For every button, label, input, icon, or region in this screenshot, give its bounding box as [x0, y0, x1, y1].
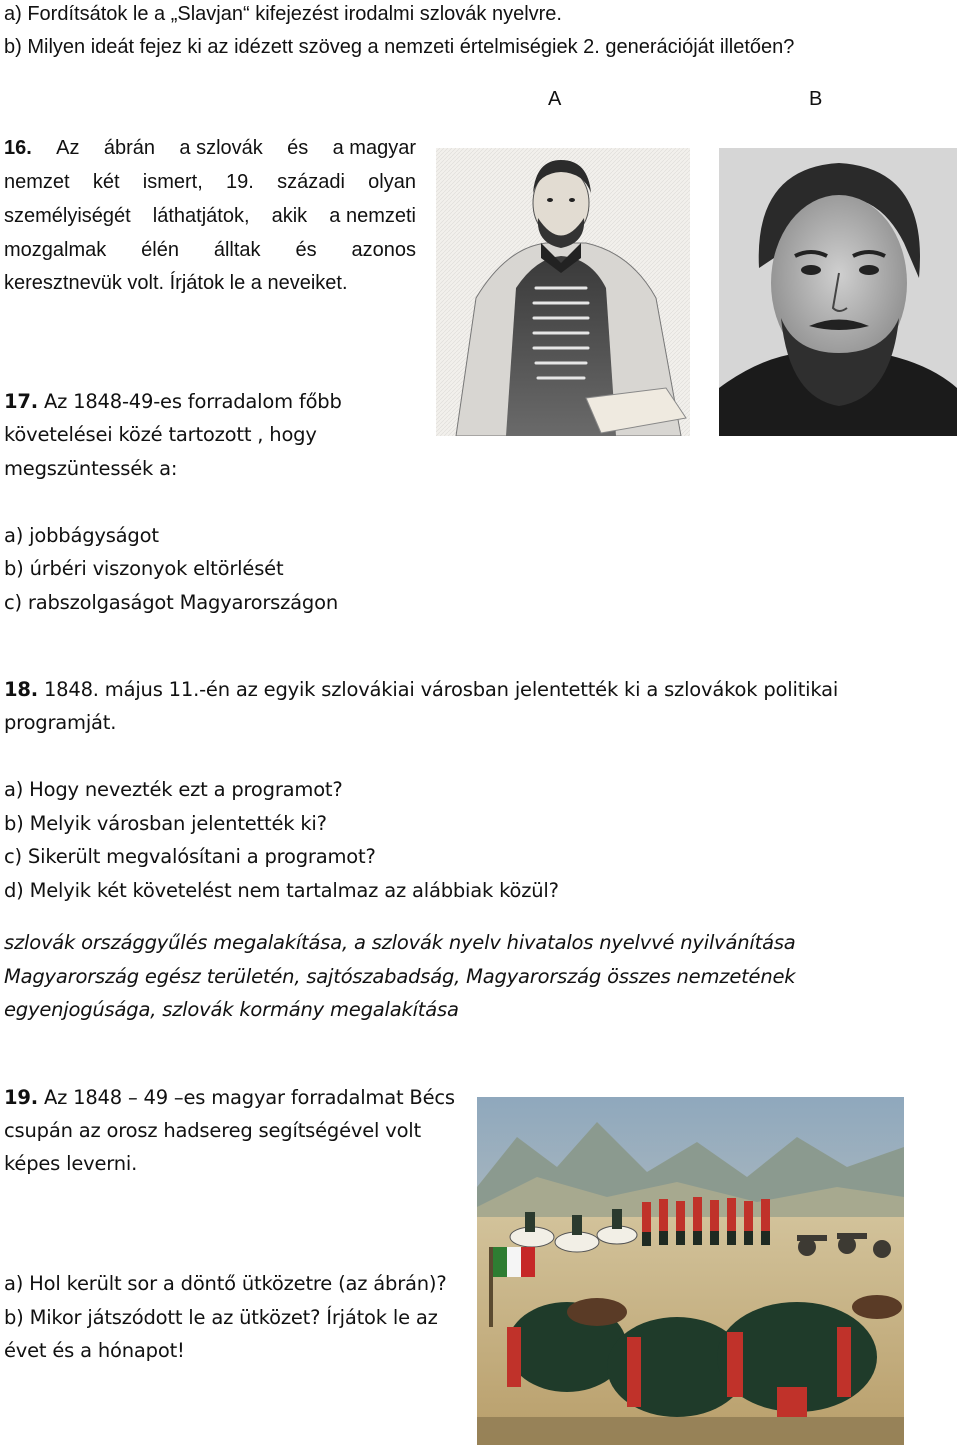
q17-line2: követelései közé tartozott , hogy — [4, 423, 317, 446]
q16-word: és — [287, 137, 309, 159]
q18-b: b) Melyik városban jelentették ki? — [4, 812, 327, 835]
portrait-b — [719, 148, 957, 436]
q15-b: b) Milyen ideát fejez ki az idézett szöveg a nemzeti értelmiségiek 2. generációját illetően? — [4, 36, 795, 58]
q16-word: századi — [277, 171, 345, 193]
q17-number: 17. — [4, 390, 38, 413]
q18-demands-line3: egyenjogúsága, szlovák kormány megalakítása — [4, 998, 459, 1021]
q16-line3 — [4, 204, 416, 228]
q18-line1 — [4, 678, 838, 702]
q19-line3: képes leverni. — [4, 1152, 138, 1175]
q19-line2: csupán az orosz hadsereg segítségével volt — [4, 1119, 421, 1142]
q16-word: személyiségét — [4, 205, 131, 227]
q16-word: ismert, — [142, 171, 203, 193]
q18-demands-line1: szlovák országgyűlés megalakítása, a szlovák nyelv hivatalos nyelvvé nyilvánítása — [4, 931, 796, 954]
q16-line5: keresztnevük volt. Írjátok le a neveiket. — [4, 272, 348, 294]
q17-option-a: a) jobbágyságot — [4, 524, 159, 547]
q16-word: élén — [141, 239, 179, 261]
q16-line2 — [4, 170, 416, 194]
q16-word: olyan — [368, 171, 416, 193]
q19-b-line1: b) Mikor játszódott le az ütközet? Írjátok le az — [4, 1306, 438, 1329]
q18-line2: programját. — [4, 711, 117, 734]
q16-word: láthatjátok, — [152, 205, 250, 227]
q17-line1 — [4, 390, 342, 414]
q18-number: 18. — [4, 678, 38, 701]
q19-line1 — [4, 1086, 455, 1110]
q16-word: és — [295, 239, 317, 261]
q17-option-c: c) rabszolgaságot Magyarországon — [4, 591, 338, 614]
q16-word: 19. — [226, 171, 254, 193]
portrait-b-image — [719, 148, 957, 436]
battle-painting — [477, 1097, 904, 1445]
battle-painting-image — [477, 1097, 904, 1445]
q18-c: c) Sikerült megvalósítani a programot? — [4, 845, 376, 868]
q16-word: nemzet — [4, 171, 70, 193]
q19-number: 19. — [4, 1086, 38, 1109]
portrait-a — [436, 148, 690, 436]
q16-word: a szlovák — [179, 137, 263, 159]
portrait-a-image — [436, 148, 690, 436]
q17-text-line1: Az 1848-49-es forradalom főbb — [43, 390, 342, 413]
q17-line3: megszüntessék a: — [4, 457, 178, 480]
q16-word: álltak — [213, 239, 261, 261]
q18-demands-line2: Magyarország egész területén, sajtószabadság, Magyarország összes nemzetének — [4, 965, 796, 988]
q18-d: d) Melyik két követelést nem tartalmaz az alábbiak közül? — [4, 879, 559, 902]
q19-b-line2: évet és a hónapot! — [4, 1339, 185, 1362]
q15-a: a) Fordítsátok le a „Slavjan“ kifejezést irodalmi szlovák nyelvre. — [4, 3, 562, 25]
portrait-label-a: A — [548, 88, 562, 110]
q19-text-line1: Az 1848 – 49 –es magyar forradalmat Bécs — [43, 1086, 455, 1109]
q19-a: a) Hol került sor a döntő ütközetre (az ábrán)? — [4, 1272, 447, 1295]
portrait-label-b: B — [809, 88, 823, 110]
q16-word: a nemzeti — [329, 205, 416, 227]
q16-word: a magyar — [332, 137, 416, 159]
q16-word: két — [92, 171, 120, 193]
q16-line4 — [4, 238, 416, 262]
q18-text-line1: 1848. május 11.-én az egyik szlovákiai városban jelentették ki a szlovákok politikai — [43, 678, 839, 701]
q16-word: Az — [56, 137, 80, 159]
q18-a: a) Hogy nevezték ezt a programot? — [4, 778, 343, 801]
q16-number: 16. — [4, 137, 32, 159]
q16-line1 — [4, 136, 416, 160]
q16-word: azonos — [351, 239, 416, 261]
q17-option-b: b) úrbéri viszonyok eltörlését — [4, 557, 284, 580]
q16-word: akik — [271, 205, 308, 227]
q16-word: ábrán — [103, 137, 156, 159]
q16-word: mozgalmak — [4, 239, 107, 261]
